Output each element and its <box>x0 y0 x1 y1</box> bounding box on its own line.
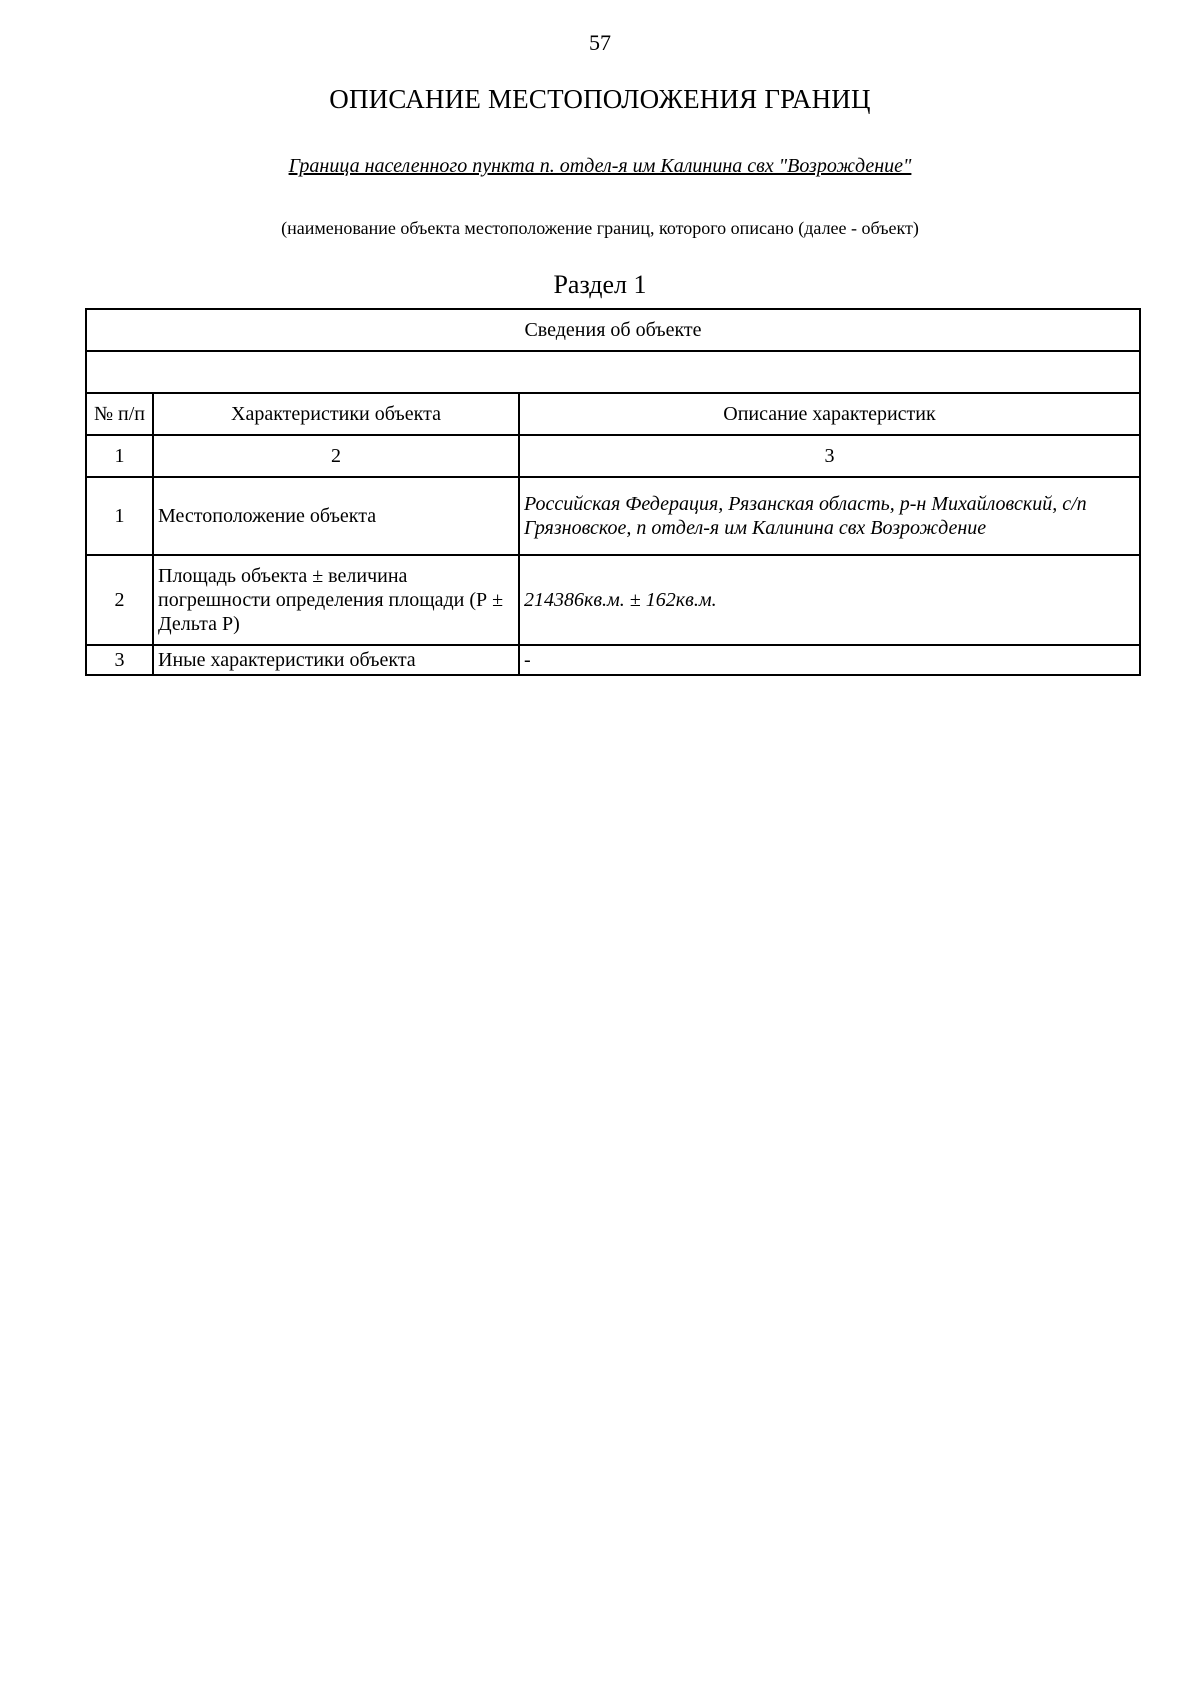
table-column-number-row <box>86 435 1140 477</box>
table-row <box>86 555 1140 645</box>
column-header-description: Описание характеристик <box>519 393 1140 435</box>
table-row <box>86 645 1140 675</box>
table-heading-row <box>86 309 1140 351</box>
column-number-2: 2 <box>153 435 519 477</box>
section-title: Раздел 1 <box>553 270 647 299</box>
document-title: ОПИСАНИЕ МЕСТОПОЛОЖЕНИЯ ГРАНИЦ <box>329 84 871 114</box>
row-num: 2 <box>86 555 153 645</box>
row-description: Российская Федерация, Рязанская область, р-н Михайловский, с/п Грязновское, п отдел-я им Калинина свх Возрождение <box>519 477 1140 555</box>
row-characteristic: Иные характеристики объекта <box>153 645 519 675</box>
column-number-1: 1 <box>86 435 153 477</box>
table-empty-cell <box>86 351 1140 393</box>
table-heading: Сведения об объекте <box>86 309 1140 351</box>
column-number-3: 3 <box>519 435 1140 477</box>
object-info-table <box>85 308 1141 676</box>
row-num: 1 <box>86 477 153 555</box>
object-name-caption: (наименование объекта местоположение границ, которого описано (далее - объект) <box>281 218 919 238</box>
object-name <box>0 155 1200 178</box>
column-header-characteristic: Характеристики объекта <box>153 393 519 435</box>
row-description: - <box>519 645 1140 675</box>
column-header-num: № п/п <box>86 393 153 435</box>
row-characteristic: Площадь объекта ± величина погрешности определения площади (Р ± Дельта Р) <box>153 555 519 645</box>
row-description: 214386кв.м. ± 162кв.м. <box>519 555 1140 645</box>
table-row <box>86 477 1140 555</box>
table-empty-row <box>86 351 1140 393</box>
page-number: 57 <box>589 30 611 55</box>
row-num: 3 <box>86 645 153 675</box>
row-characteristic: Местоположение объекта <box>153 477 519 555</box>
object-name-text: Граница населенного пункта п. отдел-я им Калинина свх "Возрождение" <box>288 155 912 177</box>
table-column-header-row <box>86 393 1140 435</box>
